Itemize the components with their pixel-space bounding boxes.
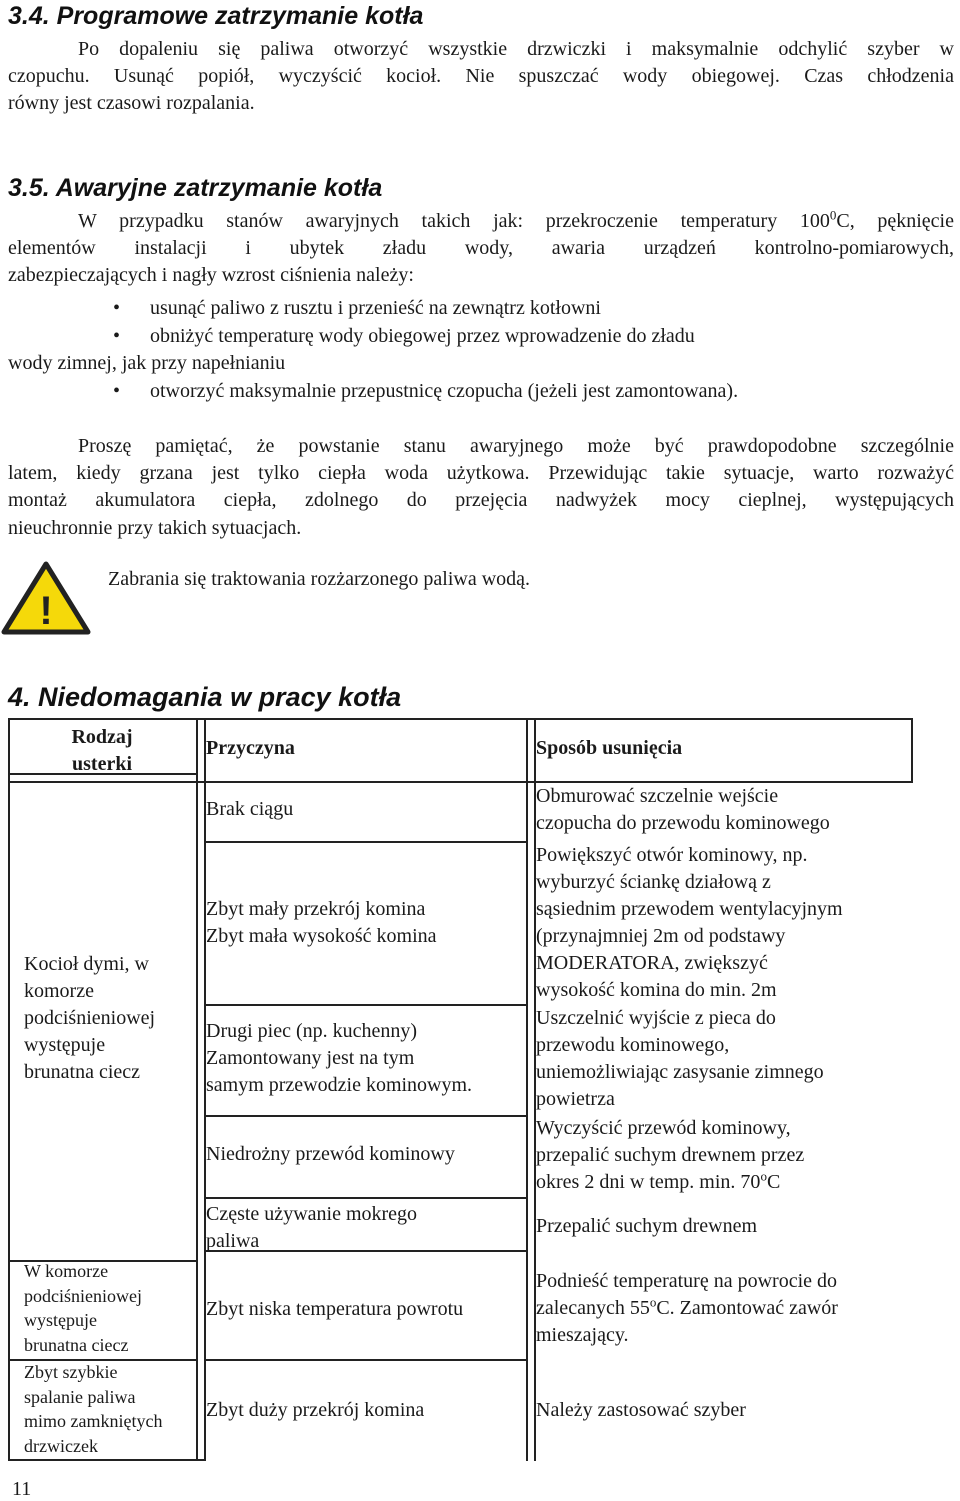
warning-text: Zabrania się traktowania rozżarzonego paliwa wodą. [108, 568, 531, 590]
remedy-text: C [766, 1171, 781, 1193]
remedy-cell-6 [536, 1268, 838, 1349]
fault-cell-1: Kocioł dymi, w komorze podciśnieniowej występuje brunatna ciecz [24, 953, 156, 1083]
section-3-5-intro [8, 208, 954, 290]
bullet-text: usunąć paliwo z rusztu i przenieść na zewnątrz kotłowni [150, 297, 601, 319]
row-divider [204, 1004, 528, 1006]
cause-cell-7: Zbyt duży przekrój komina [206, 1399, 425, 1421]
bullet-continuation: wody zimnej, jak przy napełnianiu [8, 352, 286, 374]
remedy-cell-3: Uszczelnić wyjście z pieca do przewodu kominowego, uniemożliwiając zasysanie zimnego powietrza [536, 1007, 824, 1110]
row-divider [204, 1359, 528, 1361]
cause-cell-1: Brak ciągu [206, 798, 294, 820]
bullet-item-1 [113, 295, 601, 322]
faults-table [8, 718, 913, 1461]
bullet-text: obniżyć temperaturę wody obiegowej przez wprowadzenie do zładu [150, 325, 695, 347]
section-3-5-note [8, 433, 954, 542]
degree-superscript: o [760, 1168, 767, 1184]
intro-line-1 [8, 208, 954, 235]
row-divider [204, 841, 528, 843]
bullet-item-2 [113, 323, 695, 350]
row-divider [204, 1197, 528, 1199]
cause-cell-6: Zbyt niska temperatura powrotu [206, 1298, 464, 1320]
cause-cell-5: Częste używanie mokrego paliwa [206, 1203, 418, 1252]
paragraph-line: czopuchu. Usunąć popiół, wyczyścić kocioł. Nie spuszczać wody obiegowej. Czas chłodzenia [8, 65, 954, 88]
remedy-cell-1: Obmurować szczelnie wejście czopucha do przewodu kominowego [536, 785, 830, 834]
remedy-cell-2: Powiększyć otwór kominowy, np. wyburzyć ściankę działową z sąsiednim przewodem wentylacyjnym (przynajmniej 2m od podstawy MODERATORA, zwiększyć wysokość komina do min. 2m [536, 844, 843, 1001]
cause-cell-3: Drugi piec (np. kuchenny) Zamontowany jest na tym samym przewodzie kominowym. [206, 1020, 473, 1096]
fault-cell-3: Zbyt szybkie spalanie paliwa mimo zamkniętych drzwiczek [24, 1362, 163, 1456]
note-line: latem, kiedy grzana jest tylko ciepła woda użytkowa. Przewidując takie sytuacje, warto rozważyć [8, 462, 954, 485]
intro-superscript: 0 [829, 207, 837, 223]
fault-cell-2: W komorze podciśnieniowej występuje brunatna ciecz [24, 1261, 142, 1355]
header-cause: Przyczyna [206, 737, 295, 759]
remedy-text: Wyczyścić przewód kominowy, przepalić suchym drewnem przez okres 2 dni w temp. min. 70 [536, 1117, 805, 1193]
intro-line-3: zabezpieczających i nagły wzrost ciśnienia należy: [8, 264, 414, 287]
note-line: Proszę pamiętać, że powstanie stanu awaryjnego może być prawdopodobne szczególnie [78, 435, 954, 457]
section-3-5-heading: 3.5. Awaryjne zatrzymanie kotła [8, 174, 383, 202]
column-divider [196, 718, 198, 1461]
remedy-text: C. Zamontować zawór mieszający. [536, 1297, 838, 1346]
bullet-item-3 [113, 378, 739, 405]
intro-text-b: C, pęknięcie [836, 210, 954, 232]
intro-text-a: W przypadku stanów awaryjnych takich jak: przekroczenie temperatury 100 [78, 210, 830, 232]
section-3-4-heading: 3.4. Programowe zatrzymanie kotła [8, 2, 424, 30]
page-number: 11 [12, 1478, 32, 1500]
remedy-cell-4 [536, 1115, 804, 1196]
note-line: montaż akumulatora ciepła, zdolnego do przejęcia nadwyżek mocy cieplnej, występujących [8, 489, 954, 512]
bullet-text: otworzyć maksymalnie przepustnicę czopucha (jeżeli jest zamontowana). [150, 380, 739, 402]
remedy-cell-7: Należy zastosować szyber [536, 1399, 746, 1421]
paragraph-line: Po dopaleniu się paliwa otworzyć wszystkie drzwiczki i maksymalnie odchylić szyber w [78, 38, 954, 60]
table-border-right [911, 718, 913, 781]
cause-cell-2: Zbyt mały przekrój komina Zbyt mała wysokość komina [206, 898, 437, 947]
section-4-heading: 4. Niedomagania w pracy kotła [8, 682, 402, 712]
section-3-4-paragraph [8, 36, 954, 118]
paragraph-line: równy jest czasowi rozpalania. [8, 92, 255, 115]
note-line: nieuchronnie przy takich sytuacjach. [8, 516, 302, 539]
warning-icon [0, 560, 92, 636]
header-fault-type: Rodzaj usterki [71, 726, 133, 775]
bullet-icon: • [113, 380, 121, 402]
bullet-icon: • [113, 297, 121, 319]
table-border-left [8, 718, 10, 1461]
bullet-icon: • [113, 325, 121, 347]
degree-superscript: o [649, 1294, 657, 1310]
table-border-bottom [8, 1459, 206, 1461]
remedy-text: Podnieść temperaturę na powrocie do zalecanych 55 [536, 1270, 838, 1319]
table-border-top [8, 718, 913, 720]
intro-line-2: elementów instalacji i ubytek zładu wody, awaria urządzeń kontrolno-pomiarowych, [8, 237, 954, 260]
row-divider [204, 1115, 528, 1117]
warning-icon-glyph: ! [39, 589, 53, 633]
header-remedy: Sposób usunięcia [536, 737, 683, 759]
remedy-cell-5: Przepalić suchym drewnem [536, 1215, 758, 1237]
column-divider [526, 718, 528, 1461]
cause-cell-4: Niedrożny przewód kominowy [206, 1143, 455, 1165]
